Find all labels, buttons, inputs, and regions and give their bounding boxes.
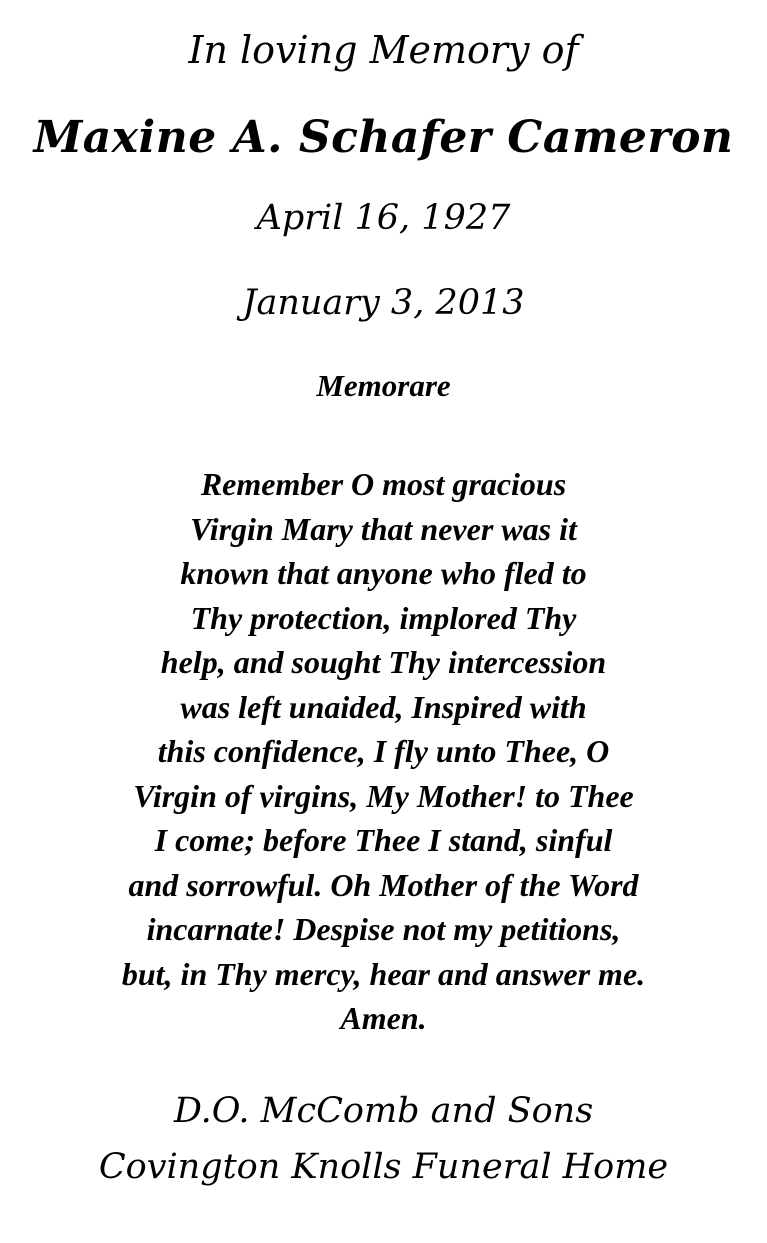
deceased-name: Maxine A. Schafer Cameron [33,112,734,163]
funeral-home-line-1: D.O. McComb and Sons [173,1091,594,1131]
prayer-line: Virgin of virgins, My Mother! to Thee [133,777,634,814]
prayer-line: Remember O most gracious [200,466,567,502]
prayer-line: but, in Thy mercy, hear and answer me. [121,955,646,992]
prayer-line: this confidence, I fly unto Thee, O [157,733,610,769]
death-date: January 3, 2013 [242,283,525,323]
prayer-line: help, and sought Thy intercession [160,644,607,680]
prayer-line: incarnate! Despise not my petitions, [146,911,621,947]
birth-date: April 16, 1927 [256,198,511,238]
prayer-line: Virgin Mary that never was it [190,510,577,547]
memorial-intro: In loving Memory of [188,28,579,72]
funeral-home [0,1083,767,1195]
prayer-line: I come; before Thee I stand, sinful [154,822,613,858]
prayer-title: Memorare [316,368,451,403]
prayer-line: Amen. [340,1000,427,1036]
prayer-text [0,462,767,1041]
prayer-line: Thy protection, implored Thy [190,599,577,636]
funeral-home-line-2: Covington Knolls Funeral Home [98,1147,669,1187]
prayer-line: was left unaided, Inspired with [180,688,587,725]
prayer-line: and sorrowful. Oh Mother of the Word [128,866,639,903]
prayer-line: known that anyone who fled to [180,555,587,591]
